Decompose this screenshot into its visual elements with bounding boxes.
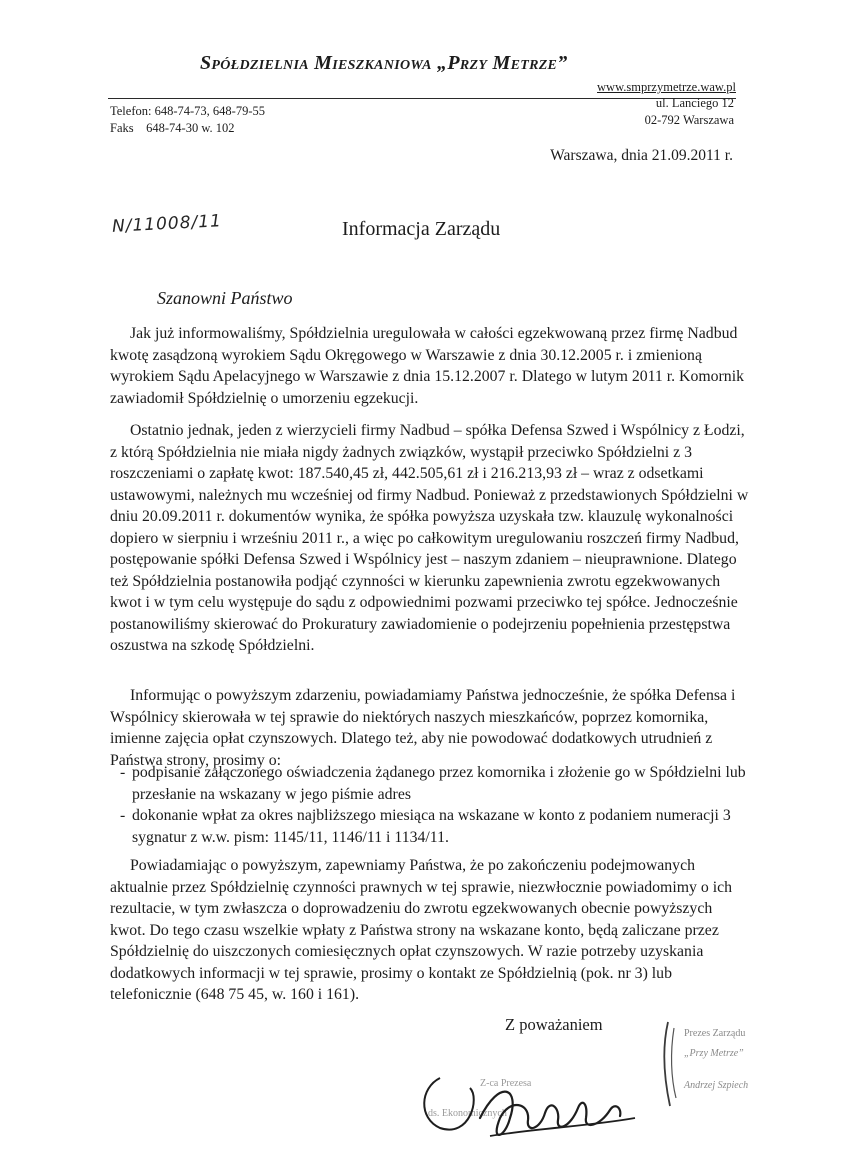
stamp-line-2: „Przy Metrze” xyxy=(684,1048,744,1059)
paragraph-3 xyxy=(110,685,750,771)
paragraph-4 xyxy=(110,855,750,1006)
salutation: Szanowni Państwo xyxy=(157,288,293,308)
paragraph-text: Powiadamiając o powyższym, zapewniamy Państwa, że po zakończeniu podejmowanych aktualnie przez Spółdzielnię czynności prawnych w tej sprawie, niezwłocznie powiadomimy o ich rezultacie, w tym zwłaszcza o doprowadzeniu do zwrotu egzekwowanych obecnie powyższych kwot. Do tego czasu wszelkie wpłaty z Państwa strony na wskazane konto, będą zaliczane przez Spółdzielnię do uiszczonych comiesięcznych opłat czynszowych. W razie potrzeby uzyskania dodatkowych informacji w tej sprawie, prosimy o kontakt ze Spółdzielnią (pok. nr 3) lub telefonicznie (648 75 45, w. 160 i 161). xyxy=(110,857,733,1003)
date-line: Warszawa, dnia 21.09.2011 r. xyxy=(550,147,733,164)
document-title: Informacja Zarządu xyxy=(342,218,501,240)
postal-city-line: 02-792 Warszawa xyxy=(644,113,734,127)
signature-stamp-line-1: Z-ca Prezesa xyxy=(480,1078,532,1089)
closing-phrase: Z poważaniem xyxy=(505,1015,603,1034)
address-block xyxy=(560,95,734,129)
list-item: - podpisanie załączonego oświadczenia żądanego przez komornika i złożenie go w Spółdzielni lub przesłanie na wskazany w jego piśmie adres xyxy=(110,762,750,805)
handwritten-reference-number: N/11008/11 xyxy=(111,211,223,237)
handwritten-signature xyxy=(410,1058,650,1158)
paragraph-1 xyxy=(110,323,750,409)
stamp-line-3: Andrzej Szpiech xyxy=(684,1080,749,1091)
paragraph-text: Informując o powyższym zdarzeniu, powiadamiamy Państwa jednocześnie, że spółka Defensa i Wspólnicy skierowała w tej sprawie do niektórych naszych mieszkańców, poprzez komornika, imienne zajęcia opłat czynszowych. Dlatego też, aby nie powodować dodatkowych utrudnień z Państwa strony, prosimy o: xyxy=(110,687,736,769)
contact-block xyxy=(110,103,265,137)
request-list xyxy=(110,762,750,848)
stamp-line-1: Prezes Zarządu xyxy=(684,1028,746,1039)
signature-stamp-line-2: ds. Ekonomicznych xyxy=(428,1108,507,1119)
street-line: ul. Lanciego 12 xyxy=(655,96,734,110)
list-item: - dokonanie wpłat za okres najbliższego miesiąca na wskazane w konto z podaniem numeracji 3 sygnatur z w.w. pism: 1145/11, 1146/11 i 1134/11. xyxy=(110,805,750,848)
fax-line: Faks 648-74-30 w. 102 xyxy=(110,121,235,135)
official-stamp xyxy=(660,1018,800,1110)
website-link[interactable]: www.smprzymetrze.waw.pl xyxy=(597,80,736,94)
phone-line: Telefon: 648-74-73, 648-79-55 xyxy=(110,104,265,118)
organization-name: Spółdzielnia Mieszkaniowa „Przy Metrze” xyxy=(200,52,568,74)
paragraph-text: Jak już informowaliśmy, Spółdzielnia uregulowała w całości egzekwowaną przez firmę Nadbud kwotę zasądzoną wyrokiem Sądu Okręgowego w Warszawie z dnia 30.12.2005 r. i zmienioną wyrokiem Sądu Apelacyjnego w Warszawie z dnia 15.12.2007 r. Dlatego w lutym 2011 r. Komornik zawiadomił Spółdzielnię o umorzeniu egzekucji. xyxy=(110,325,744,407)
paragraph-text: Ostatnio jednak, jeden z wierzycieli firmy Nadbud – spółka Defensa Szwed i Wspólnicy z Łodzi, z którą Spółdzielnia nie miała nigdy żadnych związków, wystąpił przeciwko Spółdzielni z 3 roszczeniami o zapłatę kwot: 187.540,45 zł, 442.505,61 zł i 216.213,93 zł – wraz z odsetkami ustawowymi, należnych mu wcześniej od firmy Nadbud. Ponieważ z przedstawionych Spółdzielni w dniu 20.09.2011 r. dokumentów wynika, że spółka powyższa uzyskała tzw. klauzulę wykonalności dopiero w sierpniu i wrześniu 2011 r., a więc po całkowitym uregulowaniu roszczeń firmy Nadbud, postępowanie spółki Defensa Szwed i Wspólnicy jest – naszym zdaniem – nieuprawnione. Dlatego też Spółdzielnia postanowiła podjąć czynności w kierunku zapewnienia zwrotu egzekwowanych kwot i w tym celu występuje do sądu z odpowiednimi pozwami przeciwko tej spółce. Jednocześnie postanowiliśmy skierować do Prokuratury zawiadomienie o podejrzeniu popełnienia przestępstwa oszustwa na szkodę Spółdzielni. xyxy=(110,422,749,654)
paragraph-2 xyxy=(110,420,750,657)
